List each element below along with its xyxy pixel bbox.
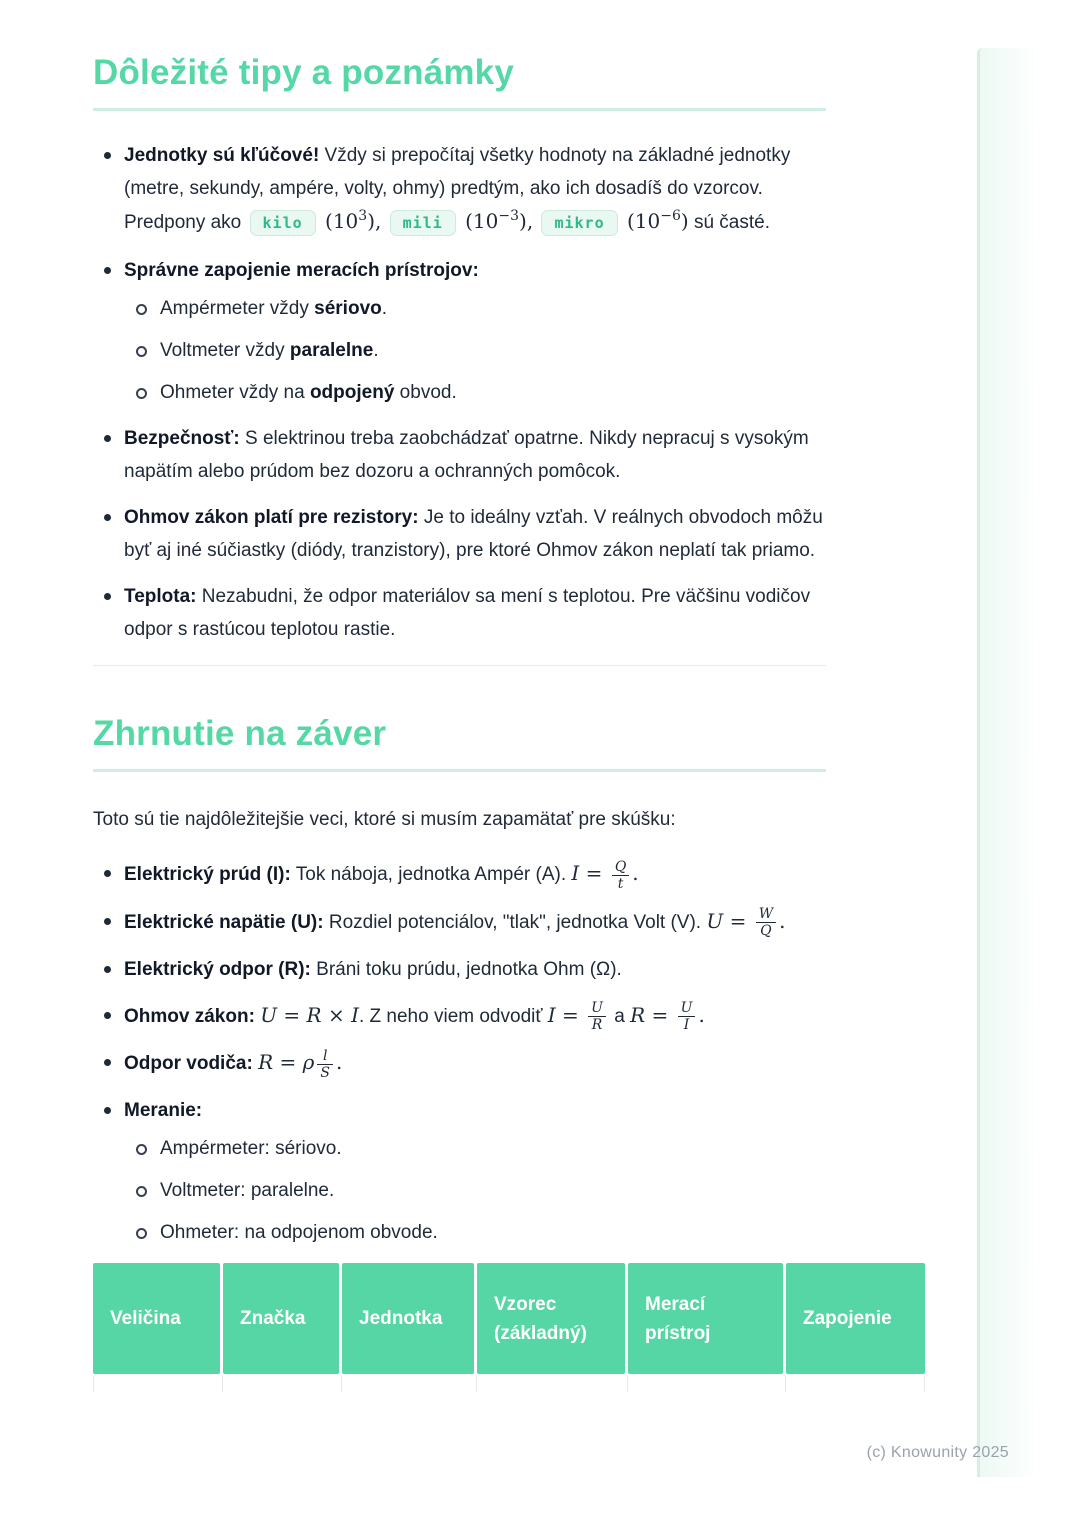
list-item	[124, 953, 826, 986]
text-segment: Voltmeter: paralelne.	[160, 1180, 335, 1202]
text-segment: =	[579, 861, 609, 885]
text-segment: Elektrický odpor (R):	[124, 958, 311, 980]
section-divider	[93, 665, 826, 666]
math-fraction: $\frac{Q}{t}$	[612, 859, 629, 892]
text-segment: S elektrinou treba zaobchádzať opatrne. Nikdy nepracuj s vysokým napätím alebo prúdom bez dozoru a ochranných pomôcok.	[124, 428, 809, 482]
text-segment: I	[351, 1002, 359, 1027]
tips-list	[93, 139, 826, 646]
text-segment: =	[555, 1002, 586, 1027]
note-content	[93, 52, 892, 1392]
list-item	[124, 1046, 826, 1081]
text-segment	[381, 212, 386, 233]
text-segment: =	[723, 908, 753, 933]
table-header-cell: Značka	[223, 1263, 339, 1374]
summary-list	[93, 857, 826, 1249]
list-item	[124, 905, 826, 940]
page-edge-band	[977, 48, 1033, 1477]
section-title-tips: Dôležité tipy a poznámky	[93, 52, 826, 111]
text-segment: .	[335, 1050, 343, 1075]
sub-list-item	[160, 334, 826, 367]
list-item-text	[124, 145, 790, 233]
text-segment: .	[779, 908, 786, 933]
text-segment: =	[273, 1050, 303, 1075]
summary-table	[93, 1263, 925, 1392]
table-header-row	[93, 1263, 925, 1374]
list-item-text	[124, 1047, 343, 1082]
text-segment: Ampérmeter: sériovo.	[160, 1138, 342, 1160]
table-header-cell: Veličina	[93, 1263, 220, 1374]
sub-list-item	[160, 1174, 826, 1207]
code-chip: mili	[390, 210, 456, 236]
sub-list-item-text	[160, 382, 457, 403]
text-segment: ρ	[302, 1050, 315, 1075]
text-segment: Ohmov zákon:	[124, 1005, 255, 1027]
text-segment: ),	[367, 209, 382, 233]
text-segment: −3	[498, 208, 520, 224]
text-segment: a	[608, 1005, 631, 1027]
sub-list-item	[160, 1132, 826, 1165]
text-segment: R	[306, 1002, 322, 1027]
text-segment: Voltmeter vždy	[160, 340, 290, 361]
summary-intro: Toto sú tie najdôležitejšie veci, ktoré si musím zapamätať pre skúšku:	[93, 809, 676, 830]
text-segment: I	[547, 1002, 556, 1027]
text-segment: obvod.	[394, 382, 457, 403]
table-row	[93, 1376, 925, 1392]
list-item-text	[124, 260, 479, 281]
text-segment: ×	[321, 1002, 352, 1027]
table-cell	[94, 1376, 223, 1392]
text-segment: . Z neho viem odvodiť	[358, 1005, 548, 1027]
text-segment: −6	[660, 208, 681, 224]
text-segment: paralelne	[289, 340, 374, 361]
sub-list-item-text	[160, 298, 387, 319]
list-item	[124, 999, 826, 1034]
text-segment: (10	[620, 209, 661, 233]
list-item	[124, 1094, 826, 1249]
text-segment: Bráni toku prúdu, jednotka Ohm (Ω).	[310, 958, 622, 980]
sub-list-item-text	[160, 1222, 438, 1243]
copyright-watermark: (c) Knowunity 2025	[866, 1444, 1009, 1461]
text-segment: .	[373, 340, 379, 361]
text-segment: R	[630, 1002, 646, 1027]
text-segment: Teplota:	[124, 586, 197, 607]
list-item	[124, 422, 826, 488]
text-segment: )	[680, 209, 689, 233]
sub-list-item	[160, 1216, 826, 1249]
math-fraction: $\frac{U}{I}$	[678, 1000, 696, 1033]
text-segment: .	[632, 861, 639, 885]
text-segment: Tok náboja, jednotka Ampér (A).	[290, 864, 572, 885]
text-segment: U	[706, 908, 724, 933]
text-segment: Ohmov zákon platí pre rezistory:	[124, 507, 419, 528]
text-segment: Ampérmeter vždy	[160, 298, 315, 319]
text-segment: 3	[358, 208, 368, 224]
text-segment: R	[258, 1050, 274, 1075]
table-cell	[477, 1376, 628, 1392]
text-segment: Správne zapojenie meracích prístrojov:	[124, 260, 479, 281]
text-segment: Vždy si prepočítaj všetky hodnoty na základné jednotky (metre, sekundy, ampére, volty, ohmy) predtým, ako ich dosadíš do vzorcov. Predpony ako	[124, 145, 791, 233]
math-fraction: $\frac{l}{S}$	[317, 1048, 333, 1081]
list-item	[124, 857, 826, 892]
list-item-text	[124, 507, 823, 561]
code-chip: mikro	[541, 210, 617, 236]
table-header-cell: Merací prístroj	[628, 1263, 783, 1374]
table-cell	[786, 1376, 925, 1392]
table-cell	[628, 1376, 786, 1392]
text-segment	[533, 212, 538, 233]
list-item-text	[124, 1100, 202, 1121]
table-header-cell: Vzorec (základný)	[477, 1263, 625, 1374]
section-summary	[93, 713, 826, 1249]
text-segment: =	[645, 1002, 675, 1027]
text-segment: ),	[519, 209, 534, 233]
text-segment: U	[260, 1002, 278, 1027]
text-segment: =	[277, 1002, 307, 1027]
table-header-cell: Zapojenie	[786, 1263, 925, 1374]
sub-list-item	[160, 292, 826, 325]
sub-list	[124, 1132, 826, 1249]
list-item	[124, 501, 826, 567]
text-segment: Jednotky sú kľúčové!	[124, 145, 320, 166]
text-segment: Bezpečnosť:	[124, 428, 240, 449]
code-chip: kilo	[250, 210, 316, 236]
sub-list-item-text	[160, 1180, 334, 1201]
section-title-summary: Zhrnutie na záver	[93, 713, 826, 772]
list-item-text	[124, 428, 809, 482]
list-item-text	[124, 906, 786, 940]
list-item-text	[124, 586, 810, 640]
list-item	[124, 139, 826, 241]
text-segment: Odpor vodiča:	[124, 1053, 253, 1075]
text-segment: sériovo	[314, 298, 382, 319]
text-segment: .	[381, 298, 388, 319]
section-tips	[93, 52, 826, 646]
text-segment: .	[698, 1002, 705, 1027]
text-segment: Je to ideálny vzťah. V reálnych obvodoch môžu byť aj iné súčiastky (diódy, tranzistory), pre ktoré Ohmov zákon neplatí tak priamo.	[124, 507, 823, 561]
text-segment: Elektrický prúd (I):	[124, 864, 291, 885]
math-fraction: $\frac{U}{R}$	[588, 1000, 606, 1033]
text-segment: Meranie:	[124, 1100, 203, 1122]
text-segment: Rozdiel potenciálov, "tlak", jednotka Volt (V).	[323, 911, 707, 933]
sub-list-item-text	[160, 340, 379, 361]
text-segment: odpojený	[309, 382, 395, 403]
text-segment: Ohmeter: na odpojenom obvode.	[160, 1222, 438, 1244]
list-item	[124, 254, 826, 409]
list-item	[124, 580, 826, 646]
list-item-text	[124, 858, 639, 892]
list-item-text	[124, 1000, 705, 1034]
sub-list-item-text	[160, 1138, 342, 1159]
text-segment: Elektrické napätie (U):	[124, 911, 324, 933]
text-segment: sú časté.	[688, 212, 771, 233]
table-cell	[342, 1376, 477, 1392]
table-cell	[223, 1376, 342, 1392]
math-fraction: $\frac{W}{Q}$	[756, 906, 776, 939]
text-segment: (10	[318, 209, 359, 233]
text-segment: (10	[458, 209, 499, 233]
sub-list-item	[160, 376, 826, 409]
text-segment: I	[571, 861, 580, 885]
text-segment: Ohmeter vždy na	[160, 382, 310, 403]
text-segment: Nezabudni, že odpor materiálov sa mení s teplotou. Pre väčšinu vodičov odpor s rastúcou teplotou rastie.	[124, 586, 811, 640]
sub-list	[124, 292, 826, 409]
table-header-cell: Jednotka	[342, 1263, 474, 1374]
list-item-text	[124, 959, 622, 980]
